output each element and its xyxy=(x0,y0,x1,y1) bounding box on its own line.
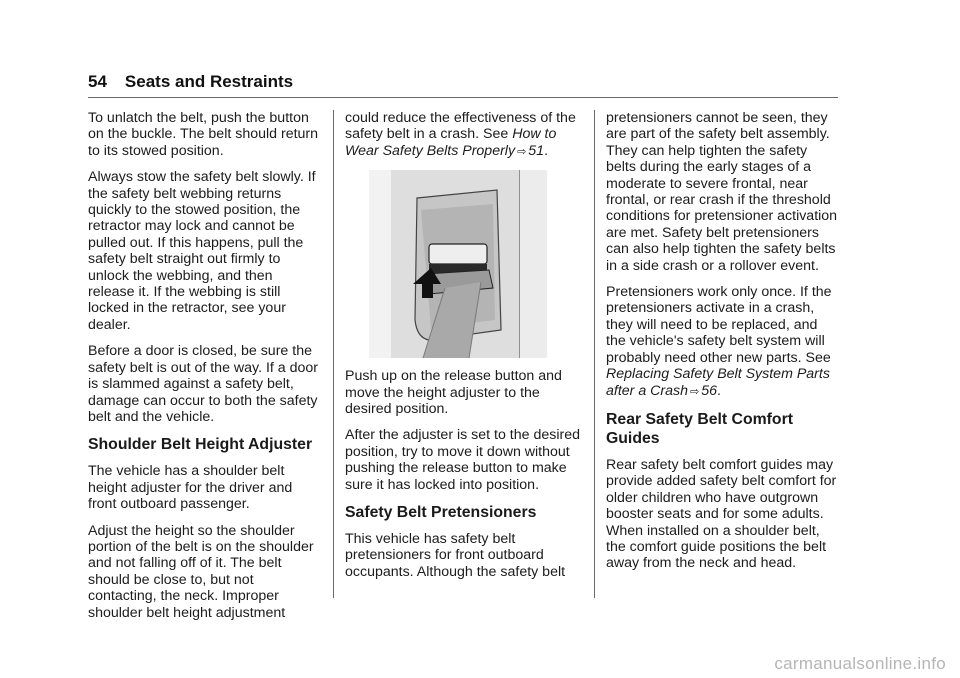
heading-pretensioners: Safety Belt Pretensioners xyxy=(345,504,537,522)
column-divider-left xyxy=(333,110,334,598)
page-ref-51[interactable]: 51 xyxy=(528,142,545,159)
paragraph-pretensioners-once: Pretensioners work only once. If the pretensioners activate in a crash, they will need to be replaced, and the vehicle's safety belt system will probably need other new parts. See Replacing Safety Belt System Parts after a Crash ⇨ 56. xyxy=(606,284,832,399)
watermark: carmanualsonline.info xyxy=(774,654,946,673)
column-middle xyxy=(345,110,585,590)
height-adjuster-illustration xyxy=(369,170,547,358)
header-rule xyxy=(88,97,838,98)
page-ref-arrow-icon: ⇨ xyxy=(517,145,527,158)
paragraph-unlatch: To unlatch the belt, push the button on the buckle. The belt should return to its stowed position. xyxy=(88,110,319,159)
paragraph-adjust-height: Adjust the height so the shoulder portion of the belt is on the shoulder and not falling off of it. The belt should be close to, but not contacting, the neck. Improper shoulder belt height adjustment xyxy=(88,522,314,621)
link-how-to-wear[interactable]: How to Wear Safety Belts Properly xyxy=(345,126,557,159)
paragraph-stow: Always stow the safety belt slowly. If the safety belt webbing returns quickly to the stowed position, the retractor may lock and cannot be pulled out. If this happens, pull the safety belt straight out firmly to unlock the webbing, and then release it. If the webbing is still locked in the retractor, see your dealer. xyxy=(88,169,316,333)
paragraph-comfort-guides: Rear safety belt comfort guides may provide added safety belt comfort for older children who have outgrown booster seats and for some adults. When installed on a shoulder belt, the comfort guide positions the belt away from the neck and head. xyxy=(606,456,837,572)
heading-height-adjuster: Shoulder Belt Height Adjuster xyxy=(88,436,313,454)
paragraph-adjuster-intro: The vehicle has a shoulder belt height adjuster for the driver and front outboard passenger. xyxy=(88,463,293,513)
column-left xyxy=(88,110,323,631)
paragraph-push-up: Push up on the release button and move the height adjuster to the desired position. xyxy=(345,368,562,418)
link-replacing-parts[interactable]: Replacing Safety Belt System Parts after a Crash xyxy=(606,366,830,399)
page-ref-arrow-icon: ⇨ xyxy=(690,385,700,398)
column-right xyxy=(606,110,841,582)
page-header xyxy=(88,72,838,92)
page-number: 54 xyxy=(88,72,107,91)
paragraph-effectiveness: could reduce the effectiveness of the safety belt in a crash. See How to Wear Safety Belts Properly ⇨ 51. xyxy=(345,110,576,159)
paragraph-after-adjuster: After the adjuster is set to the desired position, try to move it down without pushing the release button to make sure it has locked into position. xyxy=(345,427,581,493)
column-divider-right xyxy=(594,110,595,598)
section-title: Seats and Restraints xyxy=(124,72,294,91)
paragraph-pretensioners-detail: pretensioners cannot be seen, they are part of the safety belt assembly. They can help tighten the safety belts during the early stages of a moderate to severe frontal, near frontal, or rear crash if the threshold conditions for pretensioner activation are met. Safety belt pretensioners can also help tighten the safety belts in a side crash or a rollover event. xyxy=(606,110,838,274)
paragraph-door: Before a door is closed, be sure the safety belt is out of the way. If a door is slammed against a safety belt, damage can occur to both the safety belt and the vehicle. xyxy=(88,343,319,425)
paragraph-pretensioners-intro: This vehicle has safety belt pretensioners for front outboard occupants. Although the safety belt xyxy=(345,531,566,580)
heading-comfort-guides: Rear Safety Belt Comfort Guides xyxy=(606,410,793,447)
page-ref-56[interactable]: 56 xyxy=(701,382,718,399)
